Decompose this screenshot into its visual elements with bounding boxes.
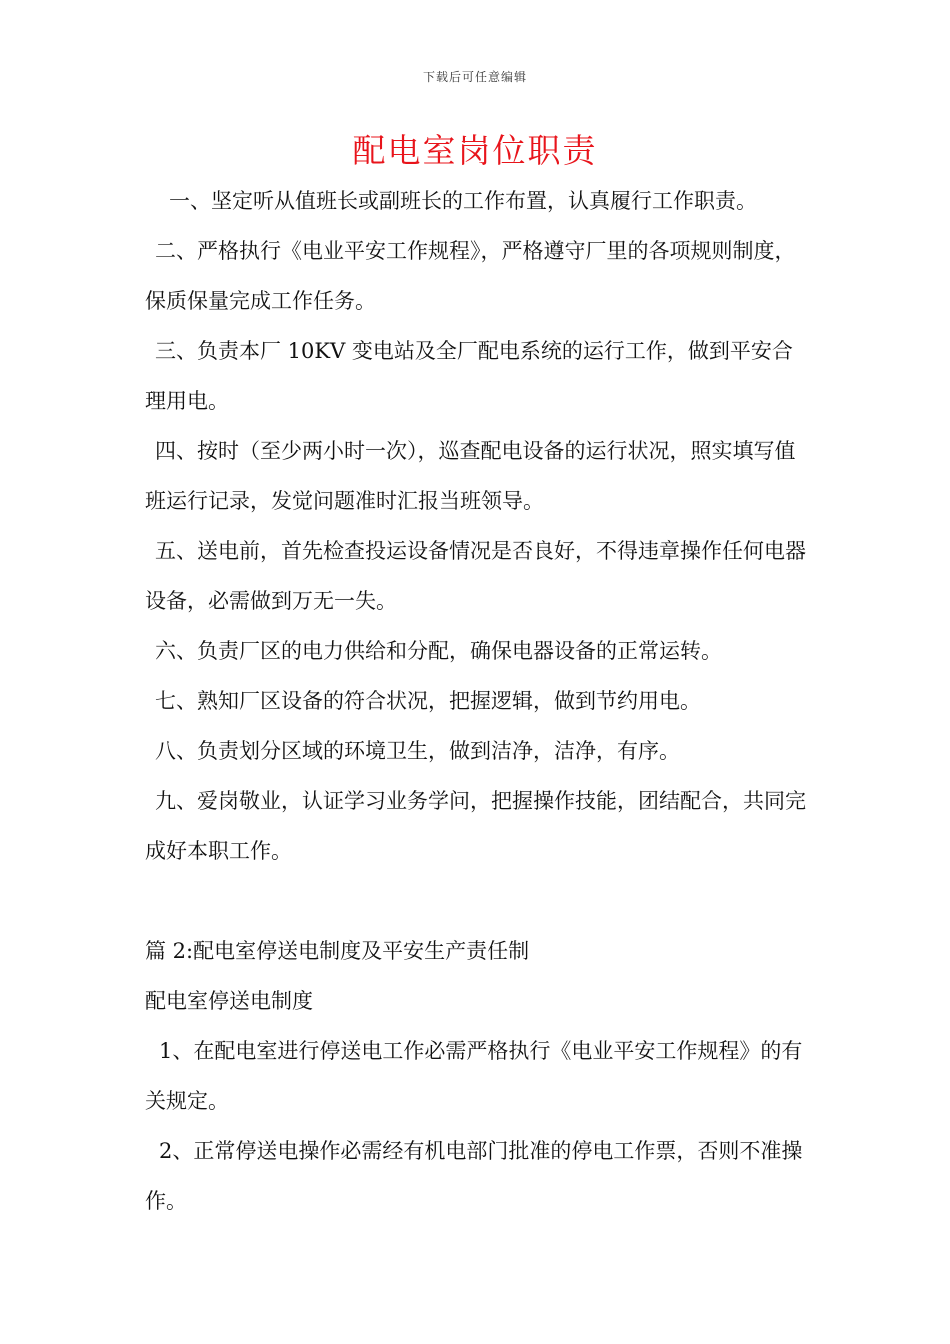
clause-9: 九、爱岗敬业，认证学习业务学问，把握操作技能，团结配合，共同完成好本职工作。 [145,789,806,863]
document-title: 配电室岗位职责 [352,131,598,170]
clause-6: 六、负责厂区的电力供给和分配，确保电器设备的正常运转。 [155,639,722,663]
clause-2: 二、严格执行《电业平安工作规程》，严格遵守厂里的各项规则制度，保质保量完成工作任务。 [145,239,796,313]
clause-5: 五、送电前，首先检查投运设备情况是否良好，不得违章操作任何电器设备，必需做到万无一失。 [145,539,806,613]
clause-3: 三、负责本厂 10KV 变电站及全厂配电系统的运行工作，做到平安合理用电。 [145,339,793,413]
clause-1: 一、坚定听从值班长或副班长的工作布置，认真履行工作职责。 [169,189,757,213]
header-note: 下载后可任意编辑 [422,70,527,84]
clause-7: 七、熟知厂区设备的符合状况，把握逻辑，做到节约用电。 [155,689,701,713]
section-2-heading: 篇 2:配电室停送电制度及平安生产责任制 [145,939,530,963]
section-2-subheading: 配电室停送电制度 [145,989,313,1013]
clause-8: 八、负责划分区域的环境卫生，做到洁净，洁净，有序。 [155,739,680,763]
clause-4: 四、按时（至少两小时一次），巡查配电设备的运行状况，照实填写值班运行记录，发觉问题准时汇报当班领导。 [145,439,796,513]
section-2-item-2: 2、正常停送电操作必需经有机电部门批准的停电工作票，否则不准操作。 [145,1139,803,1213]
document-body [145,176,813,1226]
section-2-item-1: 1、在配电室进行停送电工作必需严格执行《电业平安工作规程》的有关规定。 [145,1039,803,1113]
